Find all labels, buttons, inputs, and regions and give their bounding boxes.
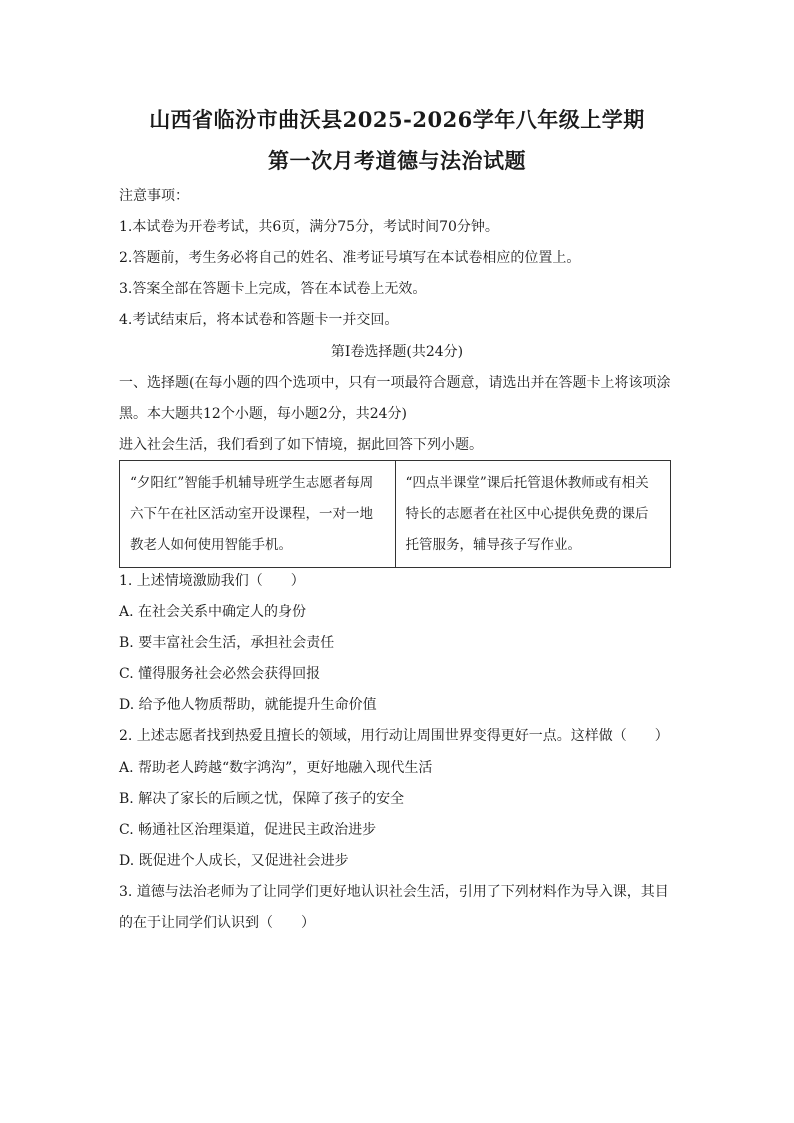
question-2-option-a: A. 帮助老人跨越“数字鸿沟”，更好地融入现代生活: [119, 760, 433, 776]
question-2-stem: 2. 上述志愿者找到热爱且擅长的领域，用行动让周围世界变得更好一点。这样做（ ）: [119, 728, 669, 744]
exam-title-line1: 山西省临汾市曲沃县2025-2026学年八年级上学期: [149, 107, 645, 132]
notes-heading: 注意事项：: [119, 188, 189, 204]
scenario-cell-right: “四点半课堂”课后托管退休教师或有相关特长的志愿者在社区中心提供免费的课后托管服务，辅导孩子写作业。: [395, 461, 671, 568]
question-3-stem-line2: 的在于让同学们认识到（ ）: [119, 915, 315, 931]
note-item-4: 4.考试结束后，将本试卷和答题卡一并交回。: [119, 312, 399, 328]
question-2-option-d: D. 既促进个人成长，又促进社会进步: [119, 853, 349, 869]
question-1-option-a: A. 在社会关系中确定人的身份: [119, 604, 307, 620]
question-2-option-c: C. 畅通社区治理渠道，促进民主政治进步: [119, 822, 377, 838]
section-instruction-line1: 一、选择题(在每小题的四个选项中，只有一项最符合题意，请选出并在答题卡上将该项涂: [119, 375, 671, 391]
question-1-option-d: D. 给予他人物质帮助，就能提升生命价值: [119, 697, 377, 713]
question-1-stem: 1. 上述情境激励我们（ ）: [119, 573, 305, 589]
note-item-1: 1.本试卷为开卷考试，共6页，满分75分，考试时间70分钟。: [119, 219, 499, 235]
note-item-3: 3.答案全部在答题卡上完成，答在本试卷上无效。: [119, 281, 427, 297]
section-instruction-line2: 黑。本大题共12个小题，每小题2分，共24分): [119, 406, 407, 422]
part-title: 第Ⅰ卷选择题(共24分): [330, 344, 464, 360]
question-1-option-b: B. 要丰富社会生活，承担社会责任: [119, 635, 335, 651]
question-1-option-c: C. 懂得服务社会必然会获得回报: [119, 666, 321, 682]
scenario-table: [119, 460, 671, 568]
question-3-stem-line1: 3. 道德与法治老师为了让同学们更好地认识社会生活，引用了下列材料作为导入课，其目: [119, 884, 669, 900]
note-item-2: 2.答题前，考生务必将自己的姓名、准考证号填写在本试卷相应的位置上。: [119, 250, 581, 266]
scenario-intro: 进入社会生活，我们看到了如下情境，据此回答下列小题。: [119, 437, 483, 453]
scenario-cell-left: “夕阳红”智能手机辅导班学生志愿者每周六下午在社区活动室开设课程，一对一地教老人如何使用智能手机。: [120, 461, 396, 568]
exam-title-line2: 第一次月考道德与法治试题: [268, 148, 526, 173]
question-2-option-b: B. 解决了家长的后顾之忧，保障了孩子的安全: [119, 791, 405, 807]
